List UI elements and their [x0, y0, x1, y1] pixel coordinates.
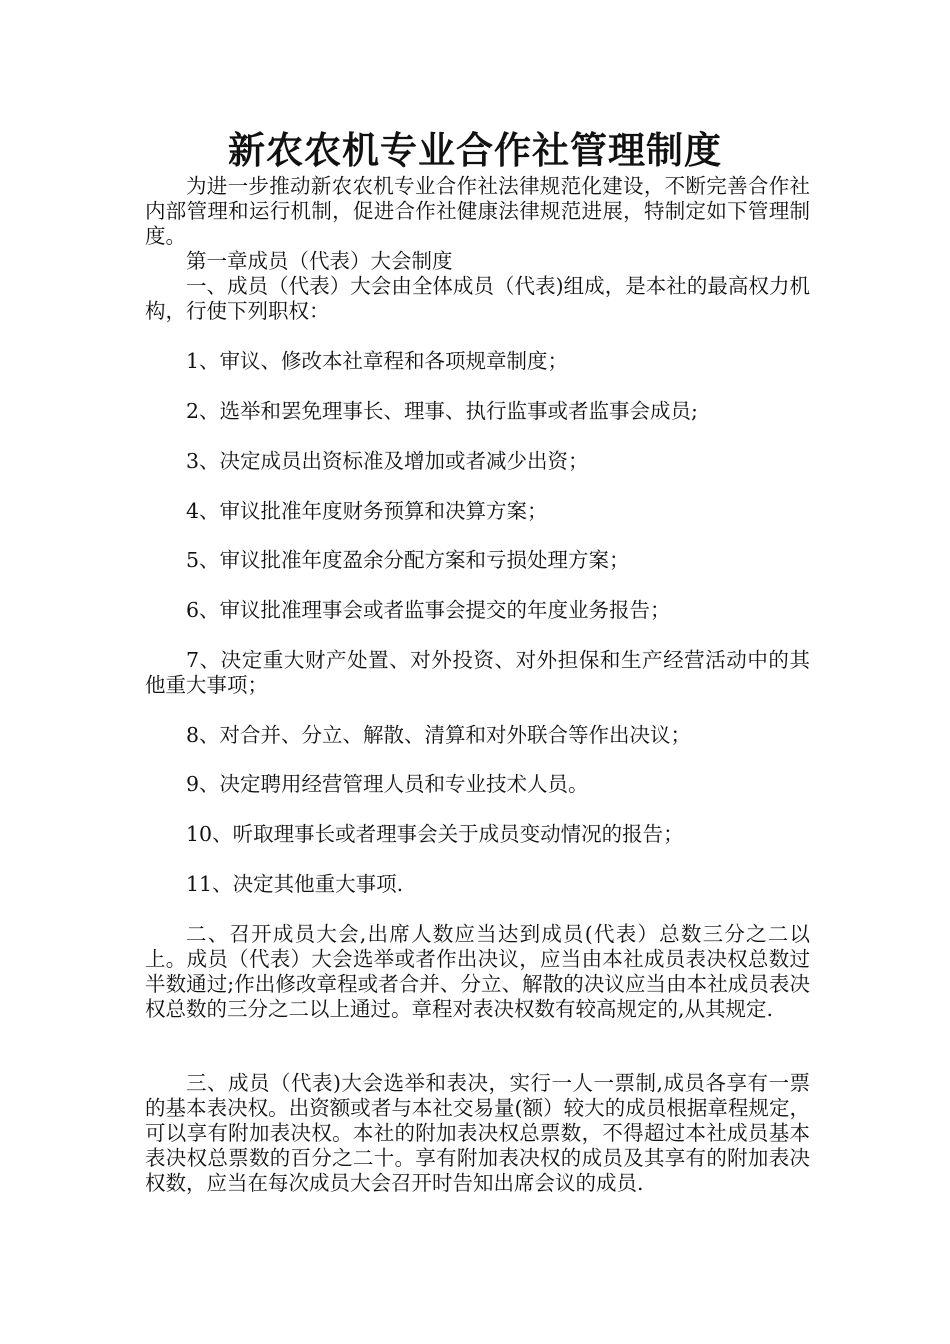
- intro-paragraph: 为进一步推动新农农机专业合作社法律规范化建设，不断完善合作社内部管理和运行机制，促进合作社健康法律规范进展，特制定如下管理制度。: [145, 174, 810, 248]
- list-item: 3、决定成员出资标准及增加或者减少出资；: [186, 449, 589, 473]
- chapter-heading: 第一章成员（代表）大会制度: [186, 249, 453, 273]
- list-item: 2、选举和罢免理事长、理事、执行监事或者监事会成员;: [186, 399, 698, 423]
- list-item: 10、听取理事长或者理事会关于成员变动情况的报告；: [186, 822, 684, 846]
- section-two-paragraph: 二、召开成员大会,出席人数应当达到成员(代表）总数三分之二以上。成员（代表）大会选举或者作出决议，应当由本社成员表决权总数过半数通过;作出修改章程或者合并、分立、解散的决议应当由本社成员表决权总数的三分之二以上通过。章程对表决权数有较高规定的,从其规定.: [145, 922, 810, 1021]
- list-item: 1、审议、修改本社章程和各项规章制度；: [186, 349, 569, 373]
- list-item: 11、决定其他重大事项.: [186, 872, 404, 896]
- list-item: 7、决定重大财产处置、对外投资、对外担保和生产经营活动中的其他重大事项；: [145, 648, 810, 697]
- list-item: 5、审议批准年度盈余分配方案和亏损处理方案；: [186, 548, 630, 572]
- document-title: 新农农机专业合作社管理制度: [228, 128, 722, 172]
- section-one-paragraph: 一、成员（代表）大会由全体成员（代表)组成，是本社的最高权力机构，行使下列职权：: [145, 274, 810, 323]
- list-item: 9、决定聘用经营管理人员和专业技术人员。: [186, 772, 589, 796]
- list-item: 6、审议批准理事会或者监事会提交的年度业务报告；: [186, 598, 671, 622]
- list-item: 4、审议批准年度财务预算和决算方案；: [186, 499, 548, 523]
- section-three-paragraph: 三、成员（代表)大会选举和表决，实行一人一票制,成员各享有一票的基本表决权。出资额或者与本社交易量(额）较大的成员根据章程规定，可以享有附加表决权。本社的附加表决权总票数，不得超过本社成员基本表决权总票数的百分之二十。享有附加表决权的成员及其享有的附加表决权数，应当在每次成员大会召开时告知出席会议的成员.: [145, 1071, 810, 1195]
- list-item: 8、对合并、分立、解散、清算和对外联合等作出决议；: [186, 723, 692, 747]
